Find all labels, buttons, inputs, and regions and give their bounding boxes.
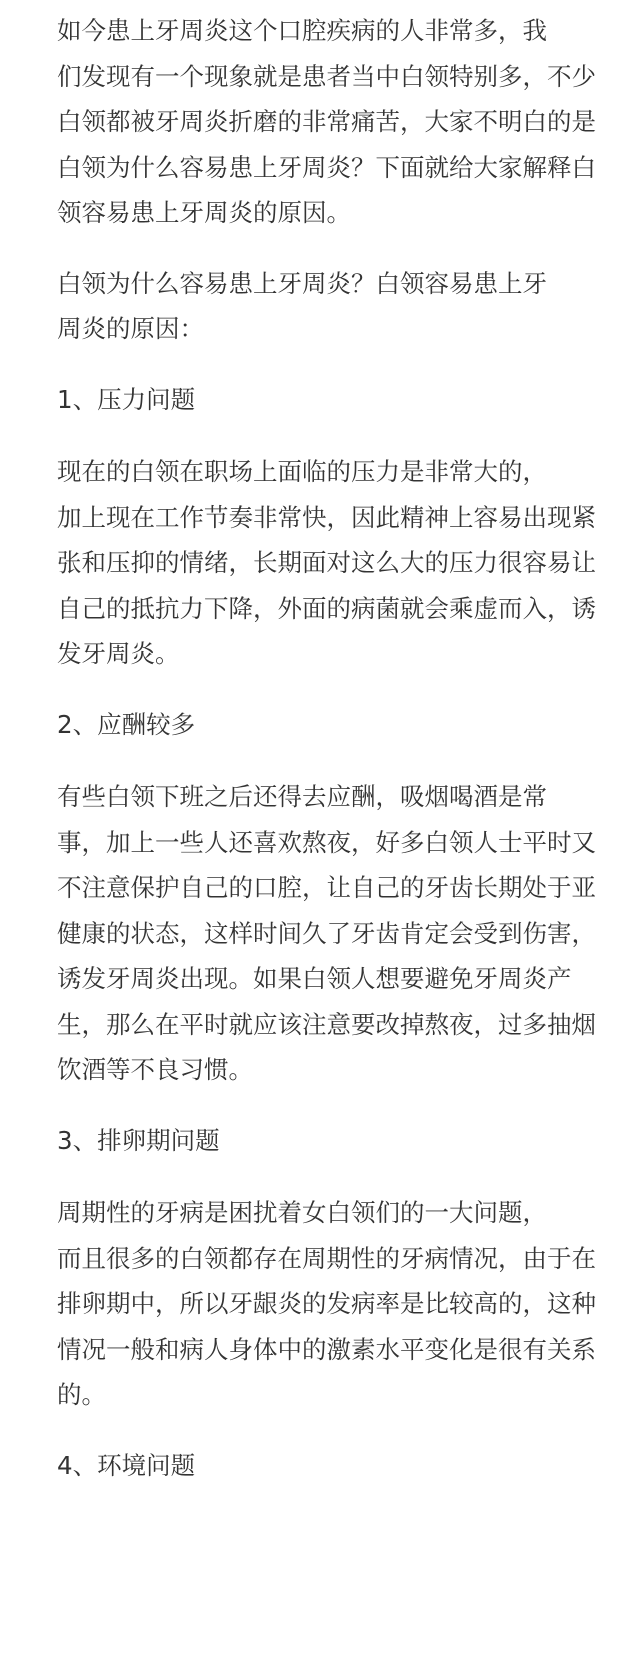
text-line: 加上现在工作节奏非常快，因此精神上容易出现紧 [57,502,596,532]
text-line: 如今患上牙周炎这个口腔疾病的人非常多，我 [57,16,547,45]
heading-text: 4、环境问题 [57,1450,196,1480]
text-line: 健康的状态，这样时间久了牙齿肯定会受到伤害， [57,918,596,948]
text-line: 白领为什么容易患上牙周炎？白领容易患上牙 [57,268,547,298]
question-paragraph [8,261,640,352]
text-line: 而且很多的白领都存在周期性的牙病情况，由于在 [57,1243,596,1273]
text-line: 们发现有一个现象就是患者当中白领特别多，不少 [57,61,596,91]
heading-text: 2、应酬较多 [57,709,196,739]
section-heading-pressure [8,377,640,423]
text-line: 有些白领下班之后还得去应酬，吸烟喝酒是常 [57,782,547,811]
text-line: 的。 [57,1380,106,1409]
intro-paragraph [8,8,640,236]
text-line: 领容易患上牙周炎的原因。 [57,198,351,227]
text-line: 现在的白领在职场上面临的压力是非常大的， [57,457,547,486]
text-line: 白领为什么容易患上牙周炎？下面就给大家解释白 [57,152,596,182]
pressure-paragraph [8,449,640,677]
text-line: 诱发牙周炎出现。如果白领人想要避免牙周炎产 [57,964,572,993]
social-paragraph [8,774,640,1093]
heading-text: 3、排卵期问题 [57,1125,220,1155]
text-line: 情况一般和病人身体中的激素水平变化是很有关系 [57,1334,596,1364]
text-line: 自己的抵抗力下降，外面的病菌就会乘虚而入，诱 [57,593,596,623]
text-line: 白领都被牙周炎折磨的非常痛苦，大家不明白的是 [57,107,596,136]
section-heading-environment [8,1443,640,1489]
text-line: 周期性的牙病是困扰着女白领们的一大问题， [57,1198,547,1227]
ovulation-paragraph [8,1190,640,1418]
text-line: 生，那么在平时就应该注意要改掉熬夜，过多抽烟 [57,1009,596,1039]
text-line: 排卵期中，所以牙龈炎的发病率是比较高的，这种 [57,1289,596,1318]
section-heading-social [8,702,640,748]
heading-text: 1、压力问题 [57,384,196,414]
section-heading-ovulation [8,1118,640,1164]
text-line: 发牙周炎。 [57,639,180,668]
text-line: 饮酒等不良习惯。 [57,1055,253,1084]
text-line: 不注意保护自己的口腔，让自己的牙齿长期处于亚 [57,873,596,902]
text-line: 周炎的原因： [57,314,204,343]
text-line: 事，加上一些人还喜欢熬夜，好多白领人士平时又 [57,827,596,857]
text-line: 张和压抑的情绪，长期面对这么大的压力很容易让 [57,548,596,577]
